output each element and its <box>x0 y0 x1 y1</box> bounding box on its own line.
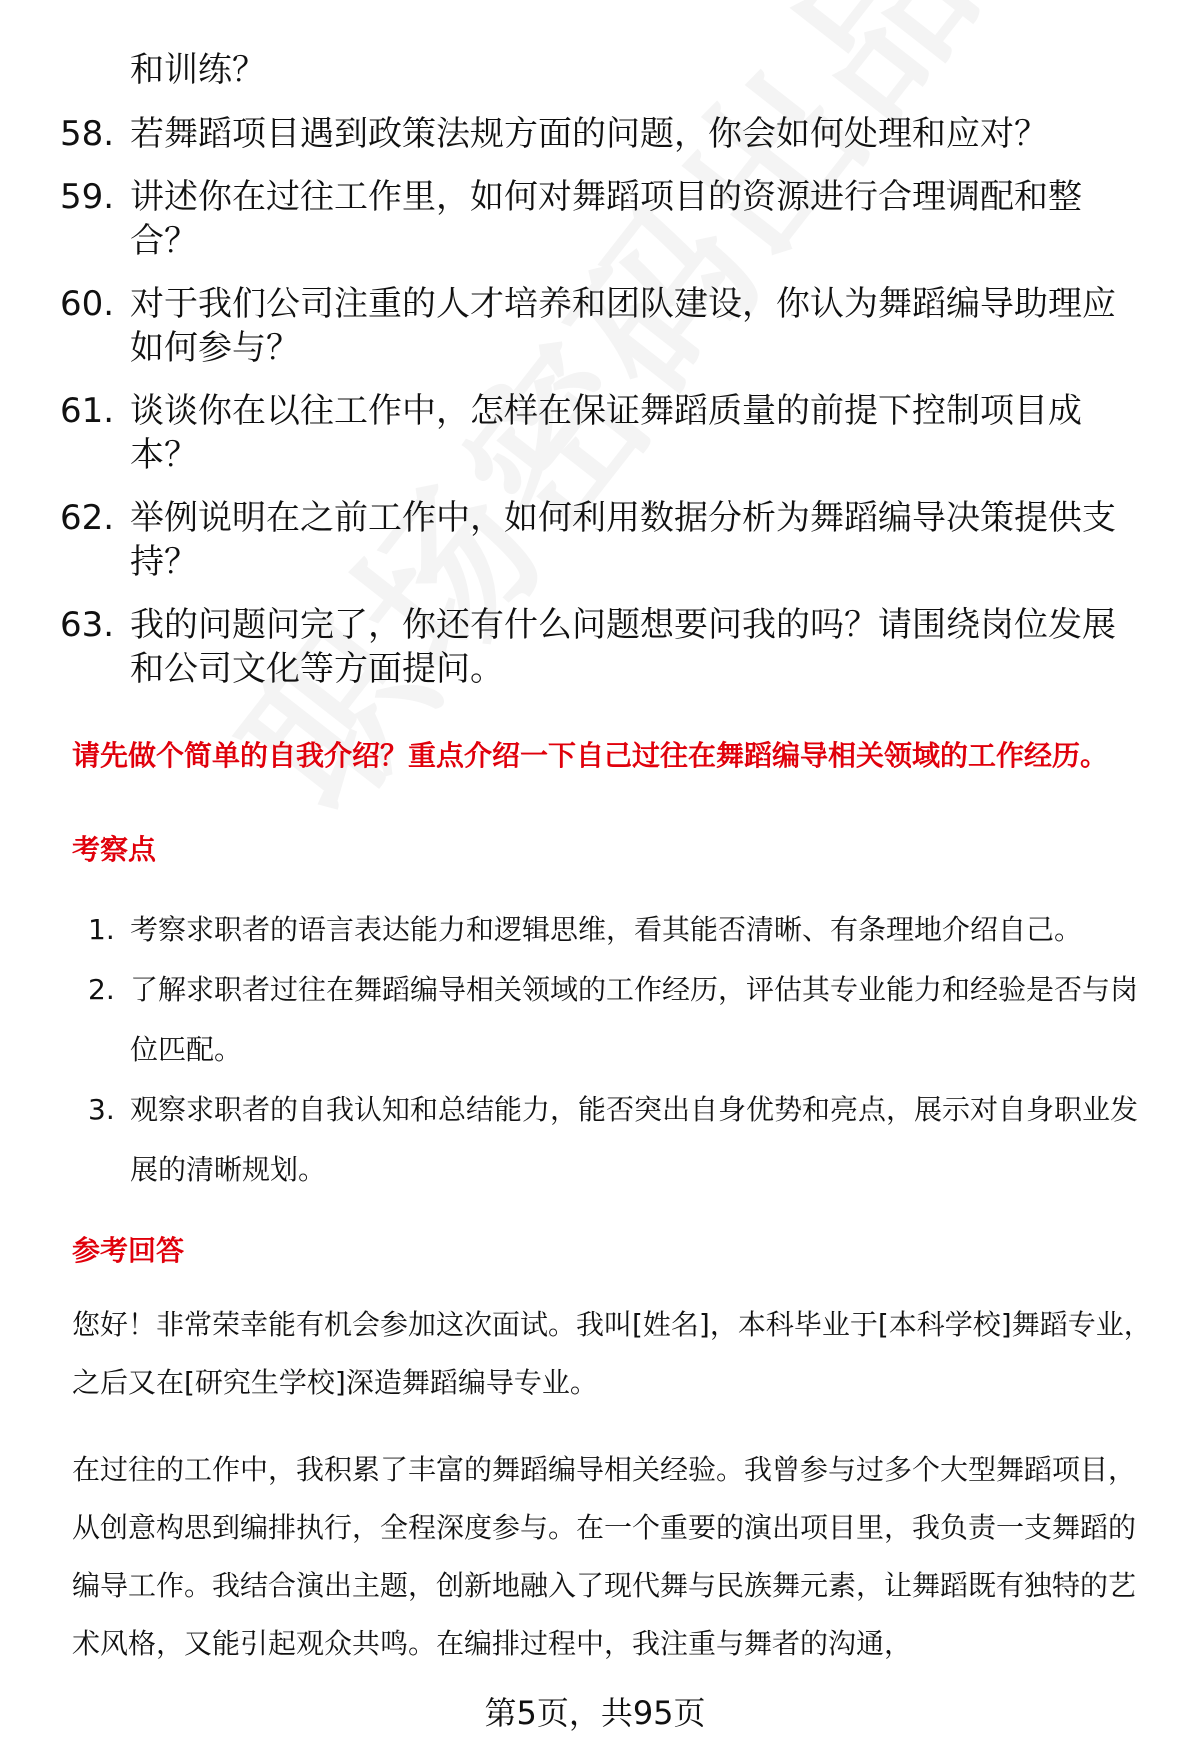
exam-point-item <box>88 900 1148 960</box>
question-text: 若舞蹈项目遇到政策法规方面的问题，你会如何处理和应对？ <box>130 114 1048 154</box>
question-number: 62. <box>60 498 115 538</box>
exam-point-number: 1. <box>88 913 115 946</box>
question-number: 63. <box>60 605 115 645</box>
question-continuation: 和训练？ <box>130 50 266 90</box>
reference-paragraph: 在过往的工作中，我积累了丰富的舞蹈编导相关经验。我曾参与过多个大型舞蹈项目，从创意构思到编排执行，全程深度参与。在一个重要的演出项目里，我负责一支舞蹈的编导工作。我结合演出主题，创新地融入了现代舞与民族舞元素，让舞蹈既有独特的艺术风格，又能引起观众共鸣。在编排过程中，我注重与舞者的沟通， <box>72 1453 1137 1660</box>
question-number: 60. <box>60 284 115 324</box>
page-footer: 第5页，共95页 <box>484 1694 706 1732</box>
question-number: 59. <box>60 177 115 217</box>
exam-points-heading: 考察点 <box>72 833 157 866</box>
question-item <box>60 603 1140 691</box>
exam-point-text: 了解求职者过往在舞蹈编导相关领域的工作经历，评估其专业能力和经验是否与岗位匹配。 <box>130 973 1139 1066</box>
question-text: 谈谈你在以往工作中，怎样在保证舞蹈质量的前提下控制项目成本？ <box>130 391 1082 475</box>
exam-points-list <box>88 900 1148 1200</box>
question-item <box>60 175 1140 263</box>
exam-point-text: 观察求职者的自我认知和总结能力，能否突出自身优势和亮点，展示对自身职业发展的清晰规划。 <box>130 1093 1139 1186</box>
section-question-heading: 请先做个简单的自我介绍？重点介绍一下自己过往在舞蹈编导相关领域的工作经历。 <box>72 739 1109 772</box>
question-list <box>60 112 1140 710</box>
question-text: 讲述你在过往工作里，如何对舞蹈项目的资源进行合理调配和整合？ <box>130 177 1082 261</box>
question-item <box>60 389 1140 477</box>
question-number: 58. <box>60 114 115 154</box>
exam-point-number: 3. <box>88 1093 115 1126</box>
question-item <box>60 496 1140 584</box>
exam-point-item <box>88 1080 1148 1200</box>
reference-paragraph: 您好！非常荣幸能有机会参加这次面试。我叫[姓名]，本科毕业于[本科学校]舞蹈专业，之后又在[研究生学校]深造舞蹈编导专业。 <box>72 1308 1152 1399</box>
exam-point-item <box>88 960 1148 1080</box>
question-text: 我的问题问完了，你还有什么问题想要问我的吗？请围绕岗位发展和公司文化等方面提问。 <box>130 605 1116 689</box>
question-item <box>60 282 1140 370</box>
exam-point-number: 2. <box>88 973 115 1006</box>
exam-point-text: 考察求职者的语言表达能力和逻辑思维，看其能否清晰、有条理地介绍自己。 <box>130 913 1083 946</box>
question-text: 举例说明在之前工作中，如何利用数据分析为舞蹈编导决策提供支持？ <box>130 498 1116 582</box>
question-text: 对于我们公司注重的人才培养和团队建设，你认为舞蹈编导助理应如何参与？ <box>130 284 1116 368</box>
question-item <box>60 112 1140 156</box>
reference-answer-heading: 参考回答 <box>72 1234 185 1267</box>
question-number: 61. <box>60 391 115 431</box>
